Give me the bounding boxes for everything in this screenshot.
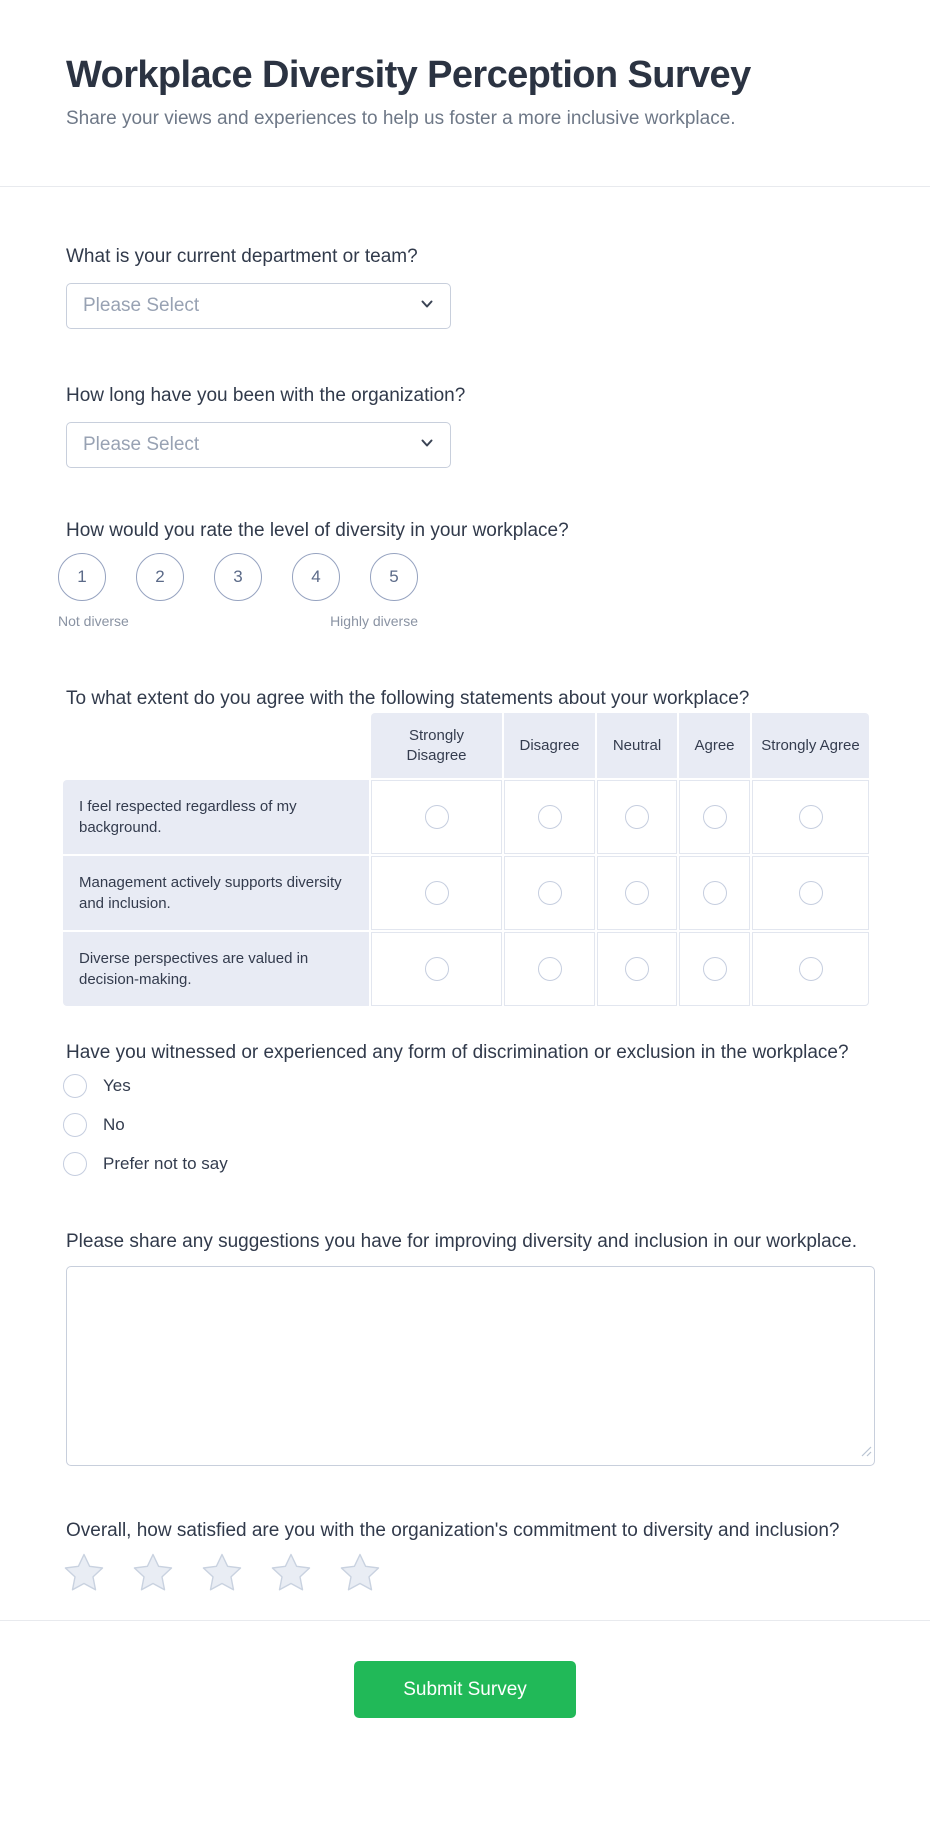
scale-option-3[interactable]: 3 bbox=[214, 553, 262, 601]
matrix-radio-r1-disagree[interactable] bbox=[504, 780, 595, 854]
matrix-col-header-strongly-agree: Strongly Agree bbox=[752, 713, 869, 778]
radio-circle bbox=[625, 957, 649, 981]
department-select-placeholder: Please Select bbox=[83, 295, 200, 316]
radio-circle bbox=[538, 805, 562, 829]
question-discrimination-label: Have you witnessed or experienced any form of discrimination or exclusion in the workplace? bbox=[66, 1042, 849, 1063]
star-icon-2[interactable] bbox=[132, 1553, 174, 1598]
radio-circle bbox=[799, 881, 823, 905]
scale-option-2[interactable]: 2 bbox=[136, 553, 184, 601]
discrimination-options bbox=[66, 1074, 875, 1176]
scale-options bbox=[58, 553, 418, 601]
matrix-radio-r1-neutral[interactable] bbox=[597, 780, 677, 854]
agreement-matrix-table bbox=[63, 713, 875, 1006]
matrix-row-label-management: Management actively supports diversity and inclusion. bbox=[63, 856, 369, 930]
matrix-col-header-strongly-disagree: Strongly Disagree bbox=[371, 713, 502, 778]
radio-circle bbox=[703, 957, 727, 981]
scale-max-label: Highly diverse bbox=[330, 613, 418, 629]
radio-circle bbox=[799, 805, 823, 829]
chevron-down-icon bbox=[418, 295, 436, 318]
suggestions-textarea-wrap bbox=[66, 1266, 875, 1466]
radio-option-yes[interactable] bbox=[66, 1074, 875, 1098]
matrix-radio-r2-disagree[interactable] bbox=[504, 856, 595, 930]
matrix-col-header-disagree: Disagree bbox=[504, 713, 595, 778]
radio-option-prefer-not-to-say-label: Prefer not to say bbox=[103, 1154, 228, 1173]
matrix-radio-r1-strongly-disagree[interactable] bbox=[371, 780, 502, 854]
matrix-radio-r2-agree[interactable] bbox=[679, 856, 750, 930]
matrix-radio-r1-agree[interactable] bbox=[679, 780, 750, 854]
question-satisfaction-label: Overall, how satisfied are you with the organization's commitment to diversity and inclusion? bbox=[66, 1520, 840, 1541]
form-header bbox=[0, 0, 930, 132]
radio-circle bbox=[799, 957, 823, 981]
radio-circle bbox=[63, 1152, 87, 1176]
question-agreement-matrix-label: To what extent do you agree with the following statements about your workplace? bbox=[66, 688, 750, 709]
star-icon-5[interactable] bbox=[339, 1553, 381, 1598]
question-department-label: What is your current department or team? bbox=[66, 246, 418, 267]
radio-option-yes-label: Yes bbox=[103, 1076, 131, 1095]
question-tenure-label: How long have you been with the organization? bbox=[66, 385, 466, 406]
matrix-radio-r1-strongly-agree[interactable] bbox=[752, 780, 869, 854]
matrix-radio-r3-strongly-agree[interactable] bbox=[752, 932, 869, 1006]
suggestions-textarea[interactable] bbox=[66, 1266, 875, 1466]
matrix-radio-r3-strongly-disagree[interactable] bbox=[371, 932, 502, 1006]
matrix-radio-r3-disagree[interactable] bbox=[504, 932, 595, 1006]
matrix-radio-r3-neutral[interactable] bbox=[597, 932, 677, 1006]
form-body bbox=[0, 243, 930, 1598]
scale-option-1[interactable]: 1 bbox=[58, 553, 106, 601]
scale-option-5[interactable]: 5 bbox=[370, 553, 418, 601]
radio-circle bbox=[625, 881, 649, 905]
submit-survey-button[interactable]: Submit Survey bbox=[354, 1661, 576, 1718]
radio-circle bbox=[63, 1074, 87, 1098]
radio-circle bbox=[625, 805, 649, 829]
matrix-col-header-agree: Agree bbox=[679, 713, 750, 778]
tenure-select[interactable] bbox=[66, 422, 451, 468]
star-icon-3[interactable] bbox=[201, 1553, 243, 1598]
matrix-row-label-perspectives: Diverse perspectives are valued in decision-making. bbox=[63, 932, 369, 1006]
scale-min-label: Not diverse bbox=[58, 613, 129, 629]
tenure-select-placeholder: Please Select bbox=[83, 434, 200, 455]
matrix-radio-r2-strongly-disagree[interactable] bbox=[371, 856, 502, 930]
matrix-radio-r2-strongly-agree[interactable] bbox=[752, 856, 869, 930]
star-icon-1[interactable] bbox=[63, 1553, 105, 1598]
radio-option-prefer-not-to-say[interactable] bbox=[66, 1152, 875, 1176]
matrix-radio-r3-agree[interactable] bbox=[679, 932, 750, 1006]
scale-end-labels bbox=[58, 612, 418, 631]
star-icon-4[interactable] bbox=[270, 1553, 312, 1598]
satisfaction-star-rating bbox=[63, 1553, 875, 1598]
radio-circle bbox=[538, 957, 562, 981]
radio-circle bbox=[538, 881, 562, 905]
form-title: Workplace Diversity Perception Survey bbox=[66, 54, 751, 96]
radio-option-no-label: No bbox=[103, 1115, 125, 1134]
header-divider bbox=[0, 186, 930, 187]
submit-row bbox=[0, 1621, 930, 1769]
question-suggestions-label: Please share any suggestions you have for improving diversity and inclusion in our workplace. bbox=[66, 1231, 858, 1252]
matrix-col-header-neutral: Neutral bbox=[597, 713, 677, 778]
form-subtitle: Share your views and experiences to help us foster a more inclusive workplace. bbox=[66, 108, 736, 129]
radio-circle bbox=[63, 1113, 87, 1137]
question-diversity-rating-label: How would you rate the level of diversity in your workplace? bbox=[66, 520, 569, 541]
matrix-corner-cell bbox=[63, 713, 369, 778]
scale-option-4[interactable]: 4 bbox=[292, 553, 340, 601]
matrix-radio-r2-neutral[interactable] bbox=[597, 856, 677, 930]
department-select[interactable] bbox=[66, 283, 451, 329]
radio-circle bbox=[425, 957, 449, 981]
radio-circle bbox=[703, 805, 727, 829]
matrix-row-label-respected: I feel respected regardless of my background. bbox=[63, 780, 369, 854]
radio-circle bbox=[703, 881, 727, 905]
radio-option-no[interactable] bbox=[66, 1113, 875, 1137]
radio-circle bbox=[425, 881, 449, 905]
chevron-down-icon bbox=[418, 434, 436, 457]
radio-circle bbox=[425, 805, 449, 829]
diversity-scale-widget bbox=[58, 553, 418, 631]
